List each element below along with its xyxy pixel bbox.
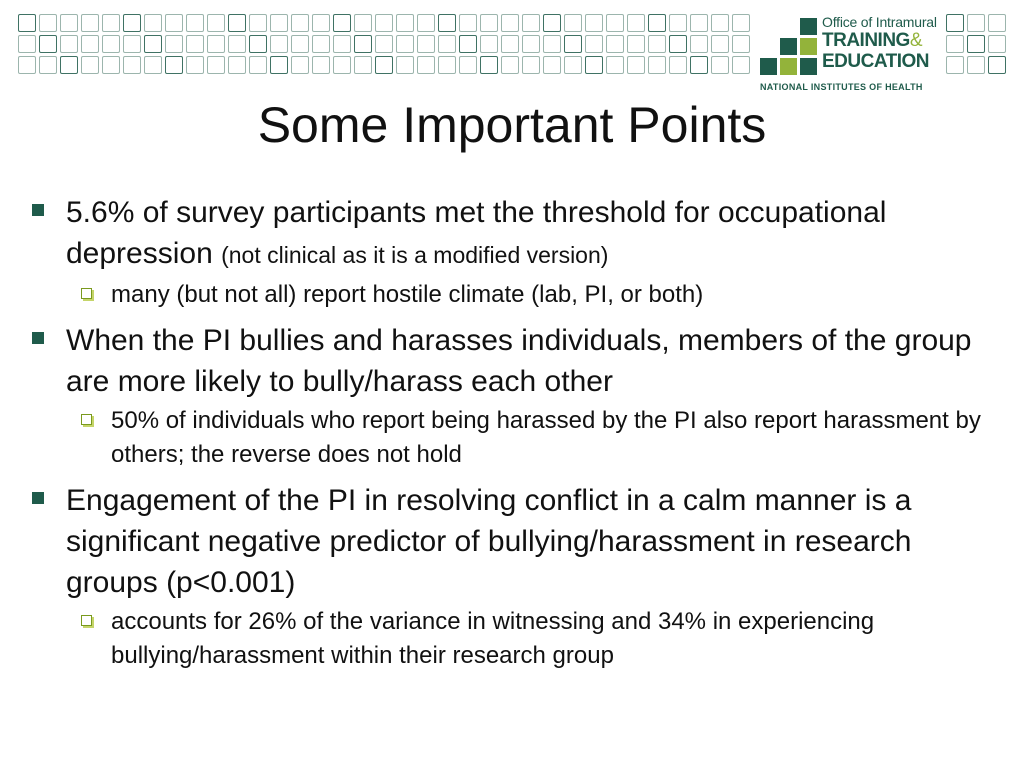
grid-cell bbox=[249, 14, 267, 32]
grid-cell bbox=[207, 35, 225, 53]
sub-bullet-text: accounts for 26% of the variance in witnessing and 34% in experiencing bullying/harassment within their research group bbox=[111, 608, 875, 669]
hollow-square-bullet-icon bbox=[81, 414, 92, 425]
grid-cell bbox=[648, 35, 666, 53]
grid-cell bbox=[480, 14, 498, 32]
grid-cell bbox=[165, 35, 183, 53]
grid-cell bbox=[732, 56, 750, 74]
grid-cell bbox=[81, 35, 99, 53]
grid-cell bbox=[669, 35, 687, 53]
grid-cell bbox=[690, 56, 708, 74]
grid-cell bbox=[522, 35, 540, 53]
grid-cell bbox=[967, 14, 985, 32]
grid-cell bbox=[606, 56, 624, 74]
grid-cell bbox=[60, 14, 78, 32]
grid-cell bbox=[417, 56, 435, 74]
grid-cell bbox=[967, 35, 985, 53]
grid-cell bbox=[396, 56, 414, 74]
grid-cell bbox=[102, 14, 120, 32]
grid-cell bbox=[459, 14, 477, 32]
grid-cell bbox=[501, 35, 519, 53]
logo-line-education: EDUCATION bbox=[822, 51, 930, 72]
grid-cell bbox=[690, 14, 708, 32]
grid-cell bbox=[312, 56, 330, 74]
bullet-item-1 bbox=[22, 192, 982, 276]
logo-subline: NATIONAL INSTITUTES OF HEALTH bbox=[760, 82, 923, 92]
grid-cell bbox=[522, 56, 540, 74]
grid-cell bbox=[711, 14, 729, 32]
grid-cell bbox=[543, 56, 561, 74]
grid-cell bbox=[669, 14, 687, 32]
grid-cell bbox=[228, 56, 246, 74]
bullet-list bbox=[22, 192, 982, 681]
grid-cell bbox=[102, 35, 120, 53]
slide-title: Some Important Points bbox=[257, 97, 767, 153]
grid-cell bbox=[627, 56, 645, 74]
grid-cell bbox=[417, 14, 435, 32]
grid-cell bbox=[711, 35, 729, 53]
grid-cell bbox=[81, 56, 99, 74]
grid-cell bbox=[207, 56, 225, 74]
grid-cell bbox=[606, 14, 624, 32]
sub-bullet-item-1 bbox=[22, 278, 982, 312]
grid-cell bbox=[648, 56, 666, 74]
grid-cell bbox=[396, 35, 414, 53]
logo-line-training: TRAINING bbox=[822, 30, 910, 51]
grid-cell bbox=[228, 35, 246, 53]
grid-cell bbox=[564, 56, 582, 74]
grid-cell bbox=[732, 35, 750, 53]
grid-cell bbox=[438, 35, 456, 53]
grid-cell bbox=[144, 14, 162, 32]
grid-cell bbox=[18, 35, 36, 53]
grid-cell bbox=[375, 14, 393, 32]
grid-cell bbox=[123, 14, 141, 32]
grid-cell bbox=[690, 35, 708, 53]
grid-cell bbox=[732, 14, 750, 32]
grid-cell bbox=[102, 56, 120, 74]
grid-cell bbox=[585, 56, 603, 74]
grid-cell bbox=[480, 35, 498, 53]
grid-cell bbox=[312, 14, 330, 32]
grid-cell bbox=[333, 14, 351, 32]
grid-cell bbox=[39, 56, 57, 74]
grid-cell bbox=[354, 14, 372, 32]
grid-cell bbox=[333, 35, 351, 53]
grid-cell bbox=[249, 35, 267, 53]
grid-cell bbox=[585, 14, 603, 32]
grid-cell bbox=[228, 14, 246, 32]
grid-cell bbox=[60, 35, 78, 53]
bullet-text: When the PI bullies and harasses individuals, members of the group are more likely to bully/harass each other bbox=[66, 324, 972, 398]
grid-cell bbox=[333, 56, 351, 74]
decorative-grid-right bbox=[946, 14, 1006, 74]
grid-cell bbox=[627, 35, 645, 53]
grid-cell bbox=[123, 35, 141, 53]
grid-cell bbox=[564, 14, 582, 32]
sub-bullet-text: 50% of individuals who report being harassed by the PI also report harassment by others; the reverse does not hold bbox=[111, 407, 981, 468]
grid-cell bbox=[459, 35, 477, 53]
filled-square-bullet-icon bbox=[32, 332, 44, 344]
hollow-square-bullet-icon bbox=[81, 615, 92, 626]
grid-cell bbox=[123, 56, 141, 74]
grid-cell bbox=[711, 56, 729, 74]
logo-mark-icon bbox=[760, 18, 822, 80]
nih-oite-logo bbox=[760, 14, 950, 94]
grid-cell bbox=[396, 14, 414, 32]
grid-cell bbox=[270, 35, 288, 53]
sub-bullet-item-3 bbox=[22, 605, 982, 673]
bullet-text: Engagement of the PI in resolving conflict in a calm manner is a significant negative predictor of bullying/harassment in research groups (p<0.001) bbox=[66, 484, 912, 599]
grid-cell bbox=[501, 56, 519, 74]
grid-cell bbox=[165, 56, 183, 74]
logo-ampersand: & bbox=[909, 30, 923, 51]
grid-cell bbox=[669, 56, 687, 74]
grid-cell bbox=[144, 56, 162, 74]
grid-cell bbox=[438, 56, 456, 74]
grid-cell bbox=[291, 56, 309, 74]
sub-bullet-text: many (but not all) report hostile climate (lab, PI, or both) bbox=[111, 281, 704, 308]
grid-cell bbox=[585, 35, 603, 53]
grid-cell bbox=[186, 35, 204, 53]
bullet-item-2 bbox=[22, 320, 982, 402]
grid-cell bbox=[144, 35, 162, 53]
grid-cell bbox=[967, 56, 985, 74]
grid-cell bbox=[459, 56, 477, 74]
grid-cell bbox=[207, 14, 225, 32]
grid-cell bbox=[270, 14, 288, 32]
grid-cell bbox=[354, 56, 372, 74]
logo-line-office: Office of Intramural bbox=[822, 14, 937, 30]
grid-cell bbox=[988, 35, 1006, 53]
filled-square-bullet-icon bbox=[32, 492, 44, 504]
grid-cell bbox=[480, 56, 498, 74]
grid-cell bbox=[543, 35, 561, 53]
bullet-text: 5.6% of survey participants met the threshold for occupational depression bbox=[66, 196, 887, 270]
grid-cell bbox=[186, 56, 204, 74]
grid-cell bbox=[39, 35, 57, 53]
decorative-grid-left bbox=[18, 14, 750, 74]
grid-cell bbox=[648, 14, 666, 32]
grid-cell bbox=[564, 35, 582, 53]
grid-cell bbox=[522, 14, 540, 32]
grid-cell bbox=[988, 14, 1006, 32]
grid-cell bbox=[291, 14, 309, 32]
grid-cell bbox=[417, 35, 435, 53]
grid-cell bbox=[988, 56, 1006, 74]
grid-cell bbox=[291, 35, 309, 53]
grid-cell bbox=[375, 56, 393, 74]
grid-cell bbox=[249, 56, 267, 74]
header-band bbox=[0, 0, 1024, 96]
grid-cell bbox=[501, 14, 519, 32]
grid-cell bbox=[18, 56, 36, 74]
grid-cell bbox=[627, 14, 645, 32]
grid-cell bbox=[81, 14, 99, 32]
grid-cell bbox=[438, 14, 456, 32]
grid-cell bbox=[312, 35, 330, 53]
grid-cell bbox=[18, 14, 36, 32]
grid-cell bbox=[543, 14, 561, 32]
grid-cell bbox=[375, 35, 393, 53]
bullet-item-3 bbox=[22, 480, 982, 603]
sub-bullet-item-2 bbox=[22, 404, 982, 472]
grid-cell bbox=[354, 35, 372, 53]
filled-square-bullet-icon bbox=[32, 204, 44, 216]
grid-cell bbox=[60, 56, 78, 74]
grid-cell bbox=[39, 14, 57, 32]
bullet-note: (not clinical as it is a modified version) bbox=[221, 242, 609, 268]
grid-cell bbox=[270, 56, 288, 74]
hollow-square-bullet-icon bbox=[81, 288, 92, 299]
grid-cell bbox=[606, 35, 624, 53]
grid-cell bbox=[165, 14, 183, 32]
grid-cell bbox=[186, 14, 204, 32]
